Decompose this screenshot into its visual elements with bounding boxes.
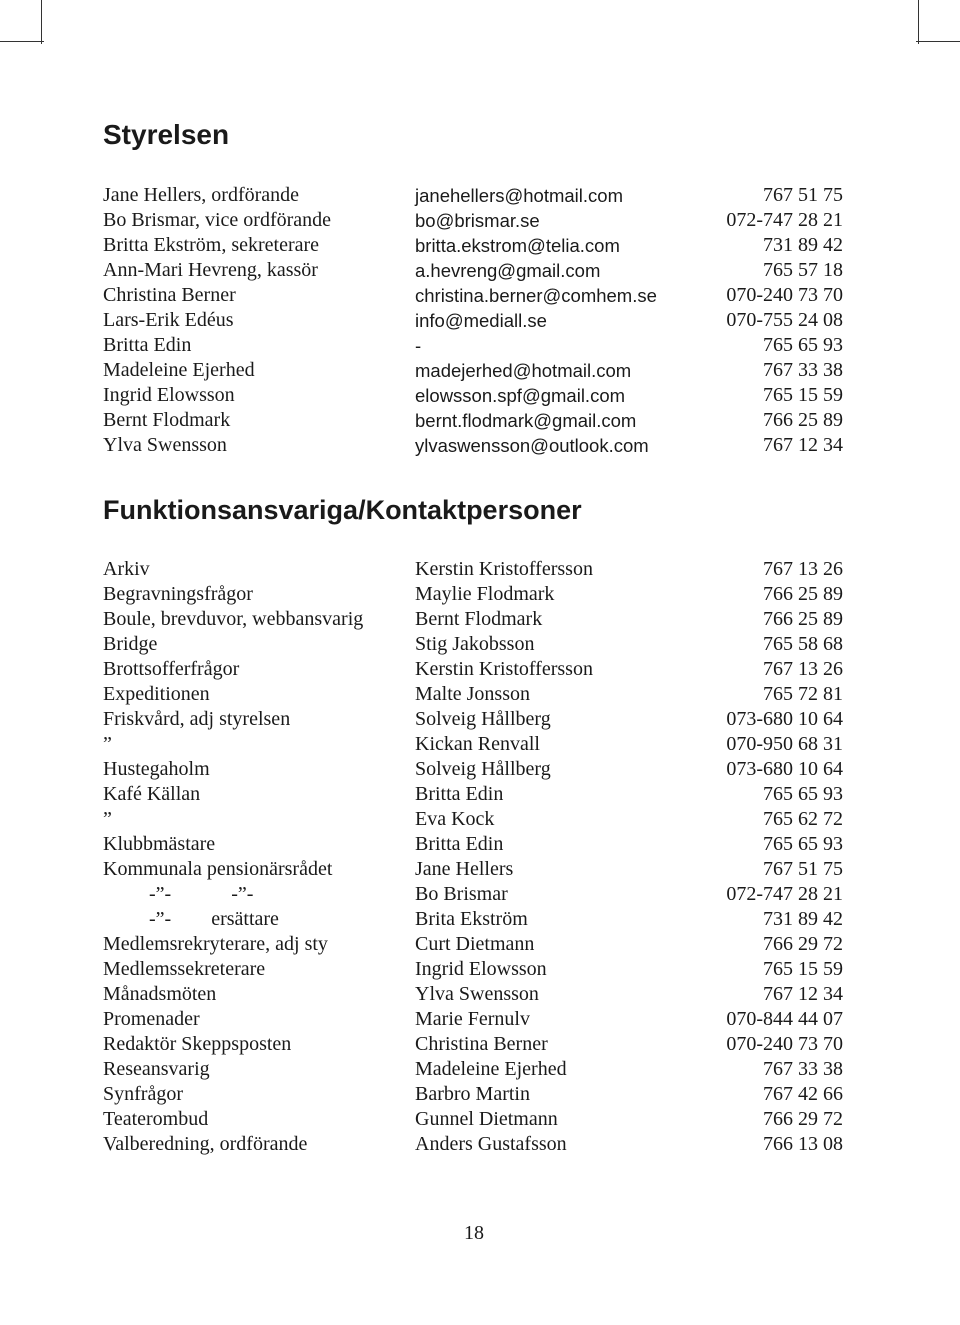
member-name: Ann-Mari Hevreng, kassör xyxy=(103,259,318,281)
member-name: Christina Berner xyxy=(103,284,236,306)
contact-role: Arkiv xyxy=(103,558,150,580)
contact-row xyxy=(103,557,843,582)
contact-row xyxy=(103,1082,843,1107)
contact-row xyxy=(103,707,843,732)
contact-row xyxy=(103,982,843,1007)
contacts-table xyxy=(103,557,843,1157)
member-email: - xyxy=(415,335,422,356)
contact-role: Klubbmästare xyxy=(103,833,216,855)
member-phone: 070-755 24 08 xyxy=(726,309,843,331)
contact-phone: 765 62 72 xyxy=(763,808,843,830)
contact-person: Anders Gustafsson xyxy=(415,1133,567,1155)
contact-person: Barbro Martin xyxy=(415,1083,530,1105)
member-phone: 767 12 34 xyxy=(763,434,843,456)
contact-role: -”- ersättare xyxy=(149,908,279,930)
member-name: Jane Hellers, ordförande xyxy=(103,184,300,206)
contact-phone: 766 29 72 xyxy=(763,933,843,955)
crop-mark xyxy=(916,41,960,42)
contacts-section-title: Funktionsansvariga/Kontaktpersoner xyxy=(103,495,582,525)
contact-row xyxy=(103,757,843,782)
page-number: 18 xyxy=(464,1222,484,1244)
contact-person: Christina Berner xyxy=(415,1033,548,1055)
contact-person: Stig Jakobsson xyxy=(415,633,535,655)
contact-role: Expeditionen xyxy=(103,683,210,705)
member-email: christina.berner@comhem.se xyxy=(415,285,657,306)
contact-role: Promenader xyxy=(103,1008,200,1030)
contact-row xyxy=(103,932,843,957)
contact-person: Solveig Hållberg xyxy=(415,758,551,780)
contact-person: Marie Fernulv xyxy=(415,1008,530,1030)
member-email: elowsson.spf@gmail.com xyxy=(415,385,626,406)
contact-row xyxy=(103,1107,843,1132)
member-phone: 765 15 59 xyxy=(763,384,843,406)
contact-row xyxy=(103,1057,843,1082)
contact-row xyxy=(103,807,843,832)
board-row xyxy=(103,208,843,233)
contact-row xyxy=(103,732,843,757)
contact-person: Malte Jonsson xyxy=(415,683,530,705)
contact-person: Britta Edin xyxy=(415,783,504,805)
board-row xyxy=(103,283,843,308)
member-phone: 767 51 75 xyxy=(763,184,843,206)
contact-phone: 765 72 81 xyxy=(763,683,843,705)
contact-phone: 767 13 26 xyxy=(763,658,843,680)
member-email: bo@brismar.se xyxy=(415,210,540,231)
contact-person: Britta Edin xyxy=(415,833,504,855)
contact-row xyxy=(103,682,843,707)
contact-phone: 070-950 68 31 xyxy=(726,733,843,755)
board-section-title: Styrelsen xyxy=(103,119,230,150)
contact-row xyxy=(103,632,843,657)
contact-person: Brita Ekström xyxy=(415,908,528,930)
contact-phone: 765 65 93 xyxy=(763,783,843,805)
contact-phone: 766 25 89 xyxy=(763,608,843,630)
contact-role: ” xyxy=(103,808,112,830)
contact-row xyxy=(103,1132,843,1157)
contact-phone: 070-240 73 70 xyxy=(726,1033,843,1055)
member-phone: 765 57 18 xyxy=(763,259,843,281)
contact-role: Kafé Källan xyxy=(103,783,201,805)
contact-role: Bridge xyxy=(103,633,158,655)
member-name: Madeleine Ejerhed xyxy=(103,359,255,381)
contact-phone: 765 15 59 xyxy=(763,958,843,980)
contact-role: Brottsofferfrågor xyxy=(103,658,240,680)
member-email: britta.ekstrom@telia.com xyxy=(415,235,620,256)
contact-phone: 073-680 10 64 xyxy=(726,708,843,730)
contact-person: Maylie Flodmark xyxy=(415,583,555,605)
contact-phone: 070-844 44 07 xyxy=(726,1008,843,1030)
contact-role: Teaterombud xyxy=(103,1108,209,1130)
contact-role: Reseansvarig xyxy=(103,1058,210,1080)
contact-role: Friskvård, adj styrelsen xyxy=(103,708,291,730)
member-name: Ylva Swensson xyxy=(103,434,227,456)
contact-row xyxy=(103,582,843,607)
member-email: ylvaswensson@outlook.com xyxy=(415,435,649,456)
member-phone: 731 89 42 xyxy=(763,234,843,256)
contact-phone: 766 29 72 xyxy=(763,1108,843,1130)
member-name: Bo Brismar, vice ordförande xyxy=(103,209,332,231)
board-row xyxy=(103,333,843,358)
board-row xyxy=(103,183,843,208)
contact-phone: 072-747 28 21 xyxy=(726,883,843,905)
contact-role: Månadsmöten xyxy=(103,983,217,1005)
contact-person: Jane Hellers xyxy=(415,858,514,880)
board-row xyxy=(103,308,843,333)
board-row xyxy=(103,433,843,458)
contact-person: Madeleine Ejerhed xyxy=(415,1058,567,1080)
contact-phone: 731 89 42 xyxy=(763,908,843,930)
contact-row xyxy=(103,657,843,682)
contact-person: Curt Dietmann xyxy=(415,933,535,955)
contact-person: Ingrid Elowsson xyxy=(415,958,547,980)
contact-person: Kerstin Kristoffersson xyxy=(415,558,593,580)
member-email: bernt.flodmark@gmail.com xyxy=(415,410,637,431)
contact-phone: 766 25 89 xyxy=(763,583,843,605)
board-table xyxy=(103,183,843,458)
contact-row xyxy=(103,907,843,932)
contact-row xyxy=(103,607,843,632)
contact-row xyxy=(103,1032,843,1057)
contact-person: Kickan Renvall xyxy=(415,733,540,755)
contact-row xyxy=(103,1007,843,1032)
contact-row xyxy=(103,832,843,857)
contact-person: Solveig Hållberg xyxy=(415,708,551,730)
member-name: Britta Ekström, sekreterare xyxy=(103,234,320,256)
contact-phone: 767 13 26 xyxy=(763,558,843,580)
member-email: info@mediall.se xyxy=(415,310,547,331)
board-row xyxy=(103,258,843,283)
board-row xyxy=(103,383,843,408)
contact-role: Valberedning, ordförande xyxy=(103,1133,308,1155)
contact-phone: 765 58 68 xyxy=(763,633,843,655)
contact-phone: 765 65 93 xyxy=(763,833,843,855)
crop-mark xyxy=(0,41,44,42)
member-phone: 767 33 38 xyxy=(763,359,843,381)
member-name: Ingrid Elowsson xyxy=(103,384,235,406)
contact-person: Kerstin Kristoffersson xyxy=(415,658,593,680)
contact-person: Bo Brismar xyxy=(415,883,508,905)
contact-phone: 766 13 08 xyxy=(763,1133,843,1155)
member-phone: 766 25 89 xyxy=(763,409,843,431)
contact-role: Boule, brevduvor, webbansvarig xyxy=(103,608,364,630)
contact-person: Gunnel Dietmann xyxy=(415,1108,558,1130)
crop-mark xyxy=(41,0,42,44)
member-name: Lars-Erik Edéus xyxy=(103,309,234,331)
contact-phone: 767 12 34 xyxy=(763,983,843,1005)
contact-role: Medlemssekreterare xyxy=(103,958,266,980)
contact-row xyxy=(103,882,843,907)
contact-phone: 767 33 38 xyxy=(763,1058,843,1080)
contact-person: Ylva Swensson xyxy=(415,983,539,1005)
board-row xyxy=(103,358,843,383)
contact-role: Kommunala pensionärsrådet xyxy=(103,858,333,880)
contact-row xyxy=(103,857,843,882)
contact-phone: 073-680 10 64 xyxy=(726,758,843,780)
contact-role: Begravningsfrågor xyxy=(103,583,253,605)
board-row xyxy=(103,233,843,258)
board-row xyxy=(103,408,843,433)
contact-person: Eva Kock xyxy=(415,808,495,830)
contact-role: -”- -”- xyxy=(149,883,254,905)
member-name: Bernt Flodmark xyxy=(103,409,231,431)
member-email: janehellers@hotmail.com xyxy=(415,185,623,206)
member-phone: 070-240 73 70 xyxy=(726,284,843,306)
contact-role: Medlemsrekryterare, adj sty xyxy=(103,933,328,955)
member-name: Britta Edin xyxy=(103,334,192,356)
contact-phone: 767 51 75 xyxy=(763,858,843,880)
member-phone: 072-747 28 21 xyxy=(726,209,843,231)
crop-mark xyxy=(918,0,919,44)
contact-row xyxy=(103,782,843,807)
contact-role: Hustegaholm xyxy=(103,758,210,780)
contact-person: Bernt Flodmark xyxy=(415,608,543,630)
member-phone: 765 65 93 xyxy=(763,334,843,356)
contact-role: Synfrågor xyxy=(103,1083,183,1105)
member-email: a.hevreng@gmail.com xyxy=(415,260,601,281)
member-email: madejerhed@hotmail.com xyxy=(415,360,632,381)
contact-row xyxy=(103,957,843,982)
contact-phone: 767 42 66 xyxy=(763,1083,843,1105)
contact-role: ” xyxy=(103,733,112,755)
contact-role: Redaktör Skeppsposten xyxy=(103,1033,292,1055)
